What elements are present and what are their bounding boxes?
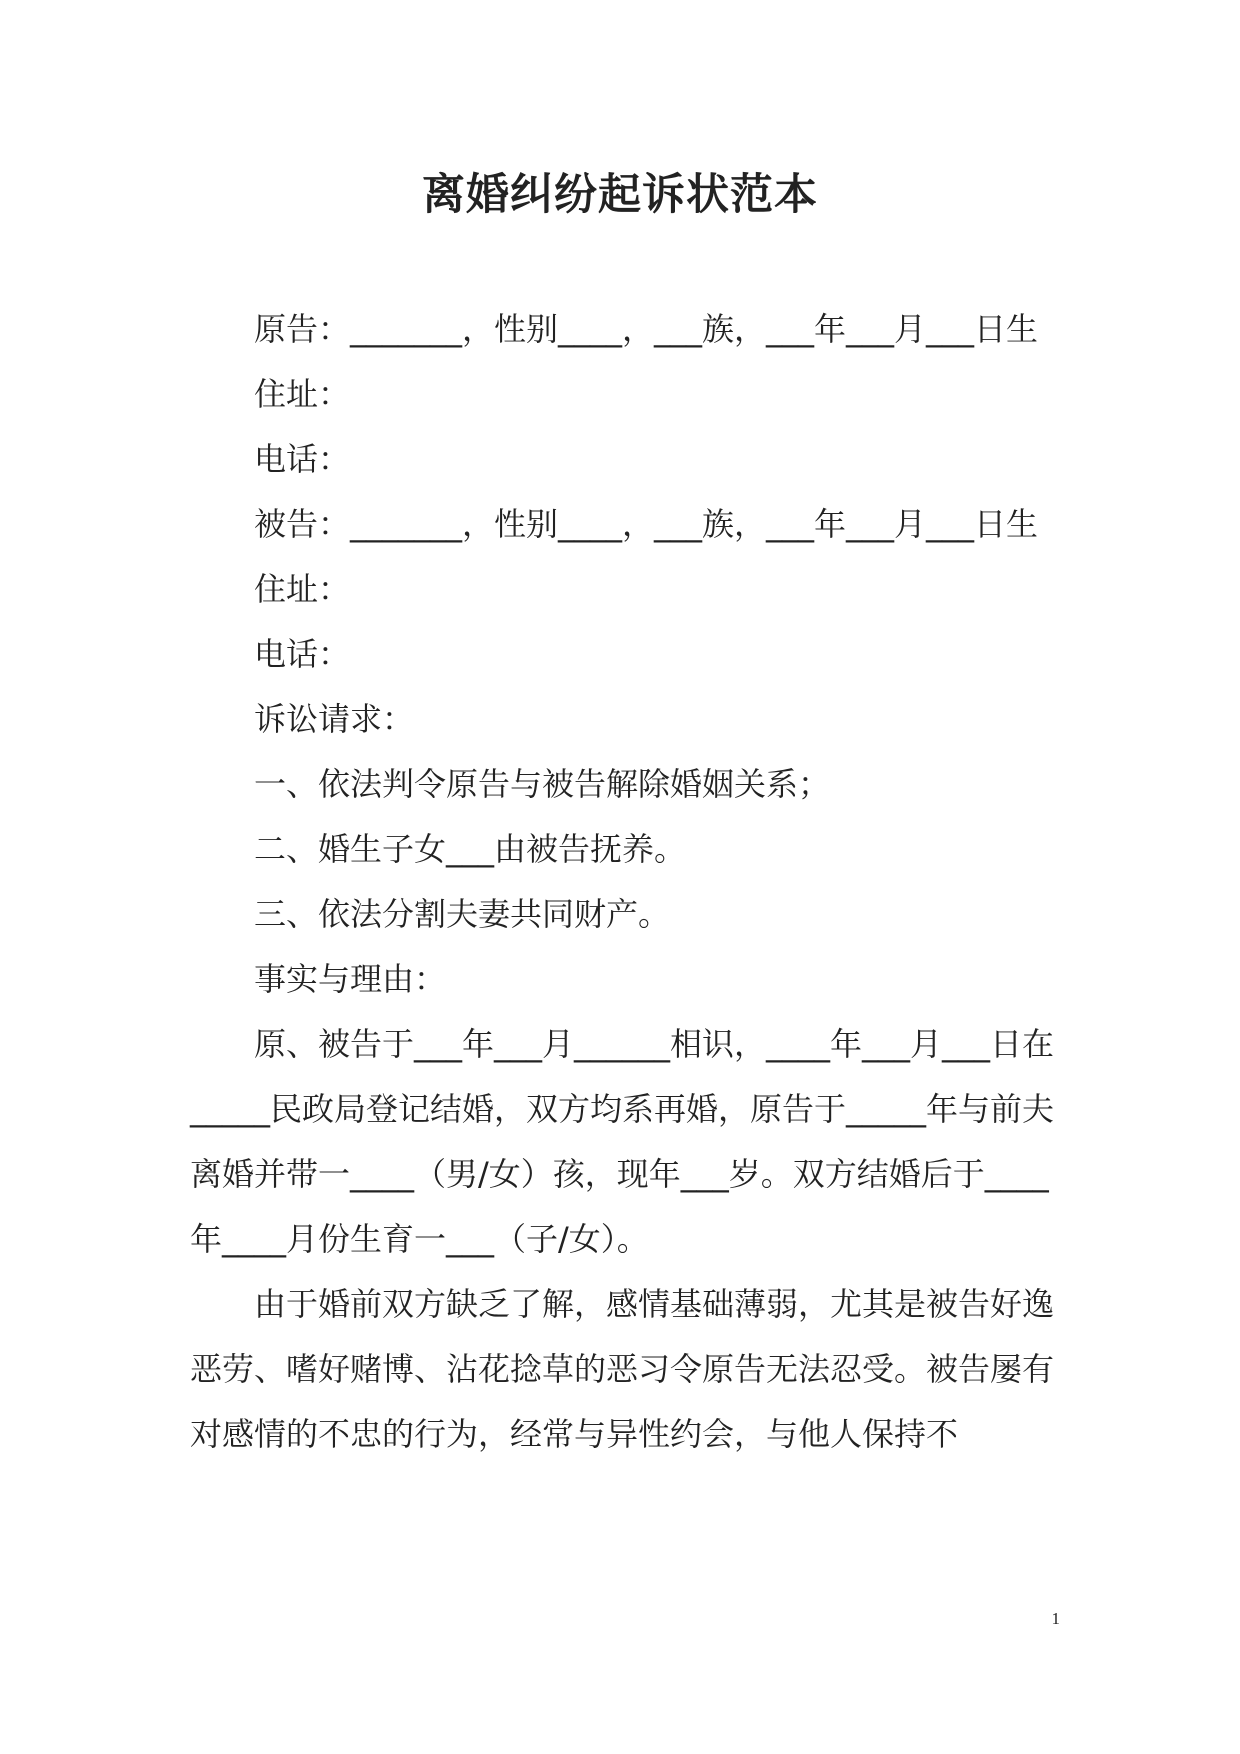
plaintiff-phone-paragraph: 电话：	[254, 440, 351, 478]
facts-heading: 事实与理由：	[254, 960, 447, 998]
claim-2-paragraph: 二、婚生子女___由被告抚养。	[254, 830, 687, 868]
defendant-address-paragraph: 住址：	[254, 570, 351, 608]
plaintiff-address-paragraph: 住址：	[254, 375, 351, 413]
page-number: 1	[1051, 1609, 1060, 1628]
claim-1-paragraph: 一、依法判令原告与被告解除婚姻关系；	[254, 765, 831, 803]
claim-3-paragraph: 三、依法分割夫妻共同财产。	[254, 895, 671, 933]
document-body	[190, 297, 1060, 1467]
document-title: 离婚纠纷起诉状范本	[422, 170, 818, 220]
facts-paragraph-1: 原、被告于___年___月______相识，____年___月___日在_____民政局登记结婚，双方均系再婚，原告于_____年与前夫离婚并带一____（男/女）孩，现年___岁。双方结婚后于____年____月份生育一___（子/女）。	[190, 1025, 1055, 1258]
facts-paragraph-2: 由于婚前双方缺乏了解，感情基础薄弱，尤其是被告好逸恶劳、嗜好赌博、沾花捻草的恶习令原告无法忍受。被告屡有对感情的不忠的行为，经常与异性约会，与他人保持不	[190, 1285, 1055, 1453]
plaintiff-info-paragraph: 原告：_______，性别____，___族，___年___月___日生	[254, 310, 1039, 348]
defendant-phone-paragraph: 电话：	[254, 635, 351, 673]
defendant-info-paragraph: 被告：_______，性别____，___族，___年___月___日生	[254, 505, 1039, 543]
claims-heading: 诉讼请求：	[254, 700, 415, 738]
